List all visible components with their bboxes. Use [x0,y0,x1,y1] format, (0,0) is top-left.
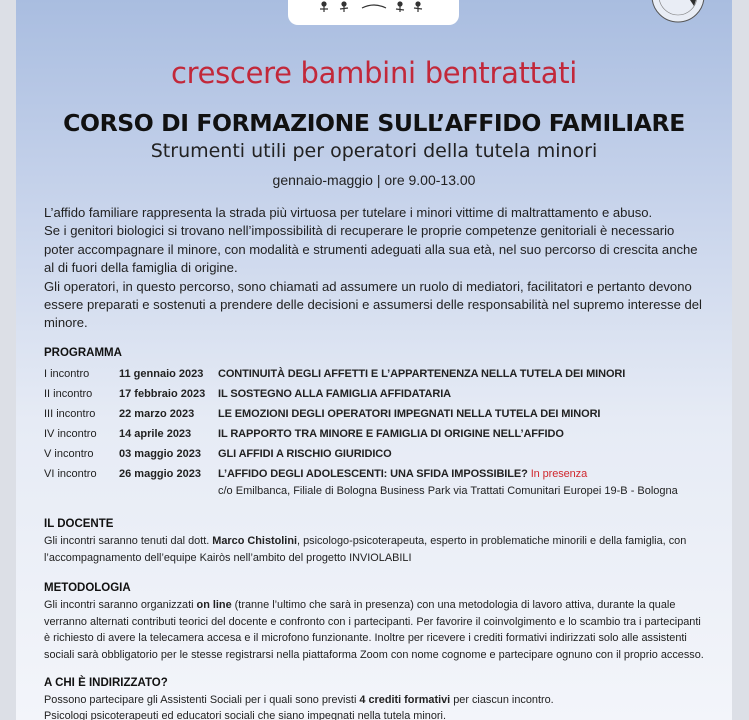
course-title: CORSO DI FORMAZIONE SULL’AFFIDO FAMILIARE [63,109,685,137]
meeting-title: IL SOSTEGNO ALLA FAMIGLIA AFFIDATARIA [218,388,451,400]
meeting-date: 17 febbraio 2023 [119,388,206,400]
meeting-number: II incontro [44,388,93,400]
partner-seal-logo [646,0,716,34]
meeting-date: 26 maggio 2023 [119,468,201,480]
meeting-title: L’AFFIDO DEGLI ADOLESCENTI: UNA SFIDA IMPOSSIBILE? [218,468,528,480]
docente-name: Marco Chistolini [212,535,298,547]
metodologia-heading: METODOLOGIA [44,582,131,594]
course-subtitle: Strumenti utili per operatori della tutela minori [150,140,598,162]
intro-paragraph: Gli operatori, in questo percorso, sono chiamati ad assumere un ruolo di mediatori, facilitatori e pertanto devono essere preparati e sostenuti a prendere delle decisioni e assumersi delle responsabilità nel supremo interesse del minore. [44,278,702,331]
intro-paragraph: Se i genitori biologici si trovano nell’impossibilità di recuperare le proprie competenze genitoriali è necessario poter accompagnare il minore, con modalità e strumenti adeguati alla sua età, nel suo percorso di crescita anche al di fuori della famiglia di origine. [44,223,698,276]
docente-text-description: , psicologo-psicoterapeuta, esperto in problematiche minorili e della famiglia, con l’accompagnamento dell’equipe Kairòs nell’ambito del progetto INVIOLABILI [44,535,687,564]
meeting-date: 03 maggio 2023 [119,448,201,460]
tagline: crescere bambini bentrattati [170,56,578,90]
programma-heading: PROGRAMMA [44,347,122,359]
metodologia-text-body: (tranne l’ultimo che sarà in presenza) con una metodologia di lavoro attiva, durante la quale verranno alternati contributi teorici del docente e confronto con i partecipanti. Per favorire il coinvolgimento e lo scambio tra i partecipanti è richiesto di avere la telecamera accesa e il microfono funzionante. Inoltre per ricevere i crediti formativi indirizzati solo alle assistenti sociali sarà obbligatorio per le stesse registrarsi nella piattaforma Zoom con nome cognome e partecipare ognuno con il proprio accesso. [44,599,704,661]
meeting-title: CONTINUITÀ DEGLI AFFETTI E L’APPARTENENZA NELLA TUTELA DEI MINORI [218,368,626,380]
meeting-title: LE EMOZIONI DEGLI OPERATORI IMPEGNATI NELLA TUTELA DEI MINORI [218,408,601,420]
in-presence-tag: In presenza [530,468,588,480]
destinatari-line-intro: Possono partecipare gli Assistenti Sociali per i quali sono previsti [44,694,360,706]
metodologia-text-intro: Gli incontri saranno organizzati [44,599,197,611]
meeting-number: III incontro [44,408,96,420]
course-dates: gennaio-maggio | ore 9.00-13.00 [272,172,476,188]
docente-text-intro: Gli incontri saranno tenuti dal dott. [44,535,213,547]
flyer-page [16,0,732,720]
introduction [44,204,704,333]
meeting-number: I incontro [44,368,90,380]
meeting-date: 22 marzo 2023 [119,408,195,420]
docente-text [44,533,706,566]
destinatari-line [44,692,706,709]
meeting-date: 14 aprile 2023 [119,428,192,440]
children-figures-icon [314,0,434,25]
meeting-date: 11 gennaio 2023 [119,368,204,380]
meeting-title: GLI AFFIDI A RISCHIO GIURIDICO [218,448,392,460]
meeting-title: IL RAPPORTO TRA MINORE E FAMIGLIA DI ORIGINE NELL’AFFIDO [218,428,564,440]
meeting-number: V incontro [44,448,94,460]
online-label: on line [196,599,232,611]
destinatari-line-2: Psicologi psicoterapeuti ed educatori sociali che siano impegnati nella tutela minori. [44,710,446,720]
organization-logo [288,0,459,25]
credits-label: 4 crediti formativi [359,694,451,706]
metodologia-text [44,597,706,663]
destinatari-heading: A CHI È INDIRIZZATO? [44,677,168,689]
intro-paragraph: L’affido familiare rappresenta la strada più virtuosa per tutelare i minori vittime di maltrattamento e abuso. [44,205,653,220]
venue-address: c/o Emilbanca, Filiale di Bologna Business Park via Trattati Comunitari Europei 19-B - Bologna [218,485,678,497]
docente-heading: IL DOCENTE [44,518,114,530]
destinatari-line-end: per ciascun incontro. [450,694,554,706]
meeting-number: VI incontro [44,468,97,480]
meeting-number: IV incontro [44,428,97,440]
